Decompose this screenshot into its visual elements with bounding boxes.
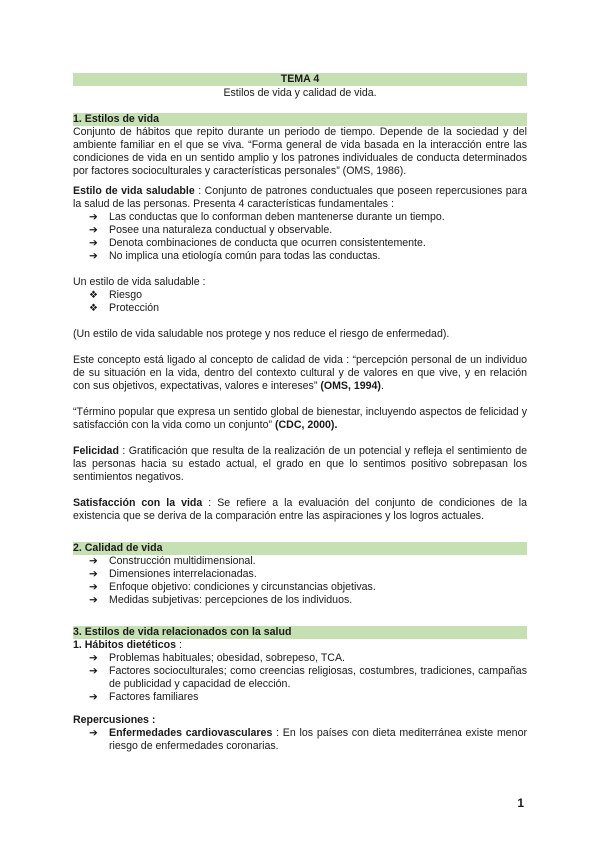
- arrow-icon: ➔: [89, 652, 98, 664]
- list-item: ➔ Posee una naturaleza conductual y observable.: [89, 224, 333, 236]
- section-heading-salud: 3. Estilos de vida relacionados con la salud: [73, 626, 527, 639]
- list-item: ➔ Factores socioculturales; como creencias religiosas, costumbres, tradiciones, campañas de publicidad y capacidad de elección.: [89, 665, 527, 690]
- repercusiones-heading: Repercusiones :: [73, 714, 156, 726]
- arrow-icon: ➔: [89, 581, 98, 593]
- calidad-paragraph: Este concepto está ligado al concepto de calidad de vida : “percepción personal de un individuo de su situación en la vida, dentro del contexto cultural y de valores en que vive, y en relación con sus objetivos, expectativas, valores e intereses” (OMS, 1994).: [73, 354, 527, 392]
- section-heading-calidad: 2. Calidad de vida: [73, 542, 527, 555]
- list-item: ➔ Medidas subjetivas: percepciones de los individuos.: [89, 594, 353, 606]
- habitos-heading: 1. Hábitos dietéticos :: [73, 639, 182, 651]
- protection-note: (Un estilo de vida saludable nos protege y nos reduce el riesgo de enfermedad).: [73, 328, 450, 340]
- saludable-paragraph: [73, 185, 527, 211]
- calidad-ref: (OMS, 1994): [320, 380, 381, 392]
- list-item: ➔ Problemas habituales; obesidad, sobrepeso, TCA.: [89, 652, 345, 664]
- section-heading-estilos: 1. Estilos de vida: [73, 113, 527, 126]
- termino-ref: (CDC, 2000).: [274, 419, 338, 431]
- document-page: [73, 73, 527, 753]
- list-item: ➔ Enfoque objetivo: condiciones y circunstancias objetivas.: [89, 581, 376, 593]
- arrow-icon: ➔: [89, 555, 98, 567]
- diamond-icon: ❖: [89, 290, 98, 301]
- list-item: ➔ Construcción multidimensional.: [89, 555, 256, 567]
- arrow-icon: ➔: [89, 568, 98, 580]
- types-list: [73, 289, 527, 315]
- diamond-icon: ❖: [89, 303, 98, 314]
- arrow-icon: ➔: [89, 237, 98, 249]
- repercusiones-list: [73, 727, 527, 753]
- features-list: [73, 211, 527, 263]
- list-item: ➔ Denota combinaciones de conducta que ocurren consistentemente.: [89, 237, 426, 249]
- list-item: ➔ Dimensiones interrelacionadas.: [89, 568, 257, 580]
- list-item: ❖ Protección: [89, 302, 160, 314]
- un-estilo-label: Un estilo de vida saludable :: [73, 276, 206, 288]
- saludable-text: : Conjunto de patrones conductuales que poseen repercusiones para la salud de las personas. Presenta 4 características fundamentales :: [73, 185, 527, 210]
- satisfaccion-paragraph: Satisfacción con la vida : Se refiere a la evaluación del conjunto de condiciones de la existencia que se deriva de la comparación entre las aspiraciones y los logros actuales.: [73, 497, 527, 522]
- list-item: ➔ Las conductas que lo conforman deben mantenerse durante un tiempo.: [89, 211, 445, 223]
- satisfaccion-term: Satisfacción con la vida: [73, 497, 203, 509]
- section1-intro: Conjunto de hábitos que repito durante un periodo de tiempo. Depende de la sociedad y del ambiente familiar en el que se viva. “Forma general de vida basada en la interacción entre las condiciones de vida en un sentido amplio y los patrones individuales de conducta determinados por factores socioculturales y características personales” (OMS, 1986).: [73, 126, 527, 177]
- calidad-list: [73, 555, 527, 607]
- page-title: TEMA 4: [73, 73, 527, 86]
- list-item: ❖ Riesgo: [89, 289, 142, 301]
- felicidad-term: Felicidad: [73, 445, 119, 457]
- habitos-list: [73, 652, 527, 704]
- arrow-icon: ➔: [89, 665, 98, 677]
- felicidad-paragraph: Felicidad : Gratificación que resulta de la realización de un potencial y refleja el sentimiento de las personas hacia su estado actual, el grado en que lo sentimos positivo sobrepasan los sentimientos negativos.: [73, 445, 527, 483]
- list-item: ➔ Factores familiares: [89, 691, 199, 703]
- arrow-icon: ➔: [89, 727, 98, 739]
- saludable-term: Estilo de vida saludable: [73, 185, 195, 197]
- arrow-icon: ➔: [89, 250, 98, 262]
- arrow-icon: ➔: [89, 211, 98, 223]
- arrow-icon: ➔: [89, 224, 98, 236]
- arrow-icon: ➔: [89, 691, 98, 703]
- list-item: ➔ Enfermedades cardiovasculares : En los países con dieta mediterránea existe menor riesgo de enfermedades coronarias.: [89, 727, 527, 752]
- arrow-icon: ➔: [89, 594, 98, 606]
- page-subtitle: Estilos de vida y calidad de vida.: [223, 87, 377, 99]
- list-item: ➔ No implica una etiología común para todas las conductas.: [89, 250, 381, 262]
- page-number: 1: [517, 796, 524, 810]
- termino-paragraph: “Término popular que expresa un sentido global de bienestar, incluyendo aspectos de felicidad y satisfacción con la vida como un conjunto” (CDC, 2000).: [73, 406, 527, 431]
